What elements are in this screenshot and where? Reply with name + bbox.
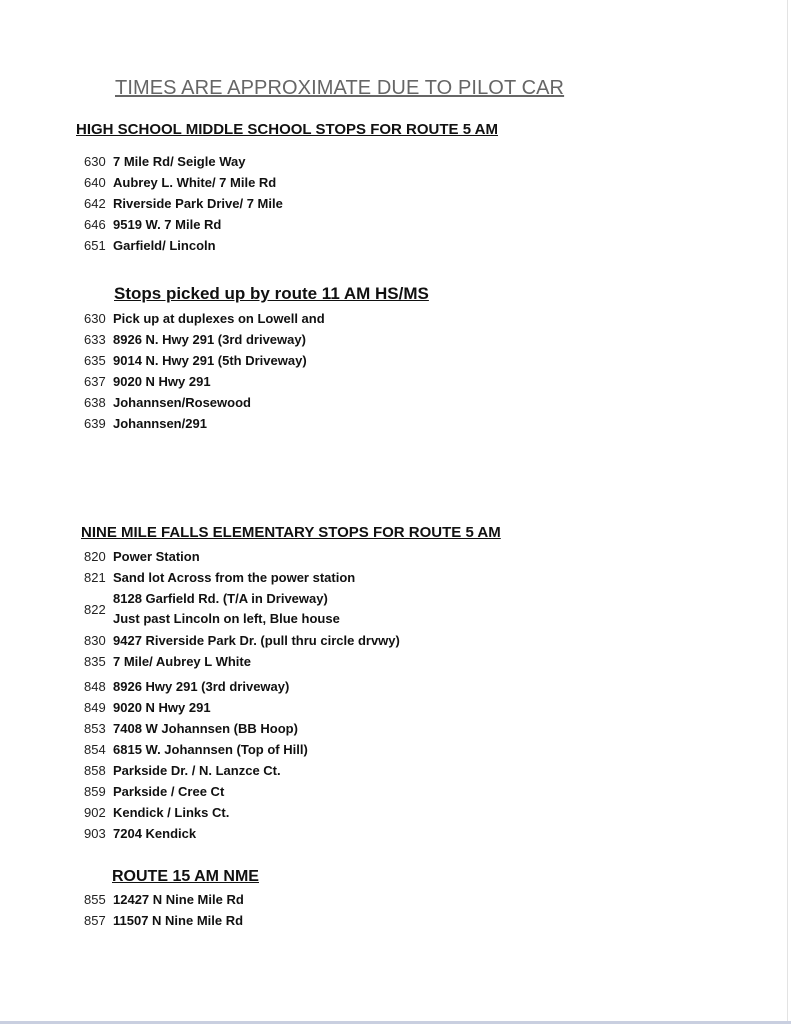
stop-time: 822 xyxy=(84,601,106,617)
stop-row xyxy=(84,151,283,172)
stop-row xyxy=(84,676,400,697)
stop-row xyxy=(84,235,283,256)
stop-location: Garfield/ Lincoln xyxy=(113,237,216,253)
stop-time: 857 xyxy=(84,913,106,928)
stop-location: 9014 N. Hwy 291 (5th Driveway) xyxy=(113,352,307,368)
stop-location: 7204 Kendick xyxy=(113,825,197,841)
stop-location-line-2: Just past Lincoln on left, Blue house xyxy=(113,611,340,626)
stop-location: 7 Mile/ Aubrey L White xyxy=(113,653,251,669)
stop-row xyxy=(84,329,325,350)
stop-time: 646 xyxy=(84,217,106,232)
stop-location: 11507 N Nine Mile Rd xyxy=(113,912,244,928)
stop-location: Aubrey L. White/ 7 Mile Rd xyxy=(113,174,277,190)
stop-time: 820 xyxy=(84,549,106,564)
stop-location: Pick up at duplexes on Lowell and xyxy=(113,310,325,326)
stop-location-line-1: 8128 Garfield Rd. (T/A in Driveway) xyxy=(113,591,328,606)
stop-time: 830 xyxy=(84,633,106,648)
stop-location: 8926 N. Hwy 291 (3rd driveway) xyxy=(113,331,306,347)
section-heading-route-11: Stops picked up by route 11 AM HS/MS xyxy=(114,284,429,303)
stop-row xyxy=(84,371,325,392)
stop-time: 853 xyxy=(84,721,106,736)
page-edge xyxy=(787,0,788,1024)
stop-location: Power Station xyxy=(113,548,200,564)
stop-row xyxy=(84,802,400,823)
stop-location: 9519 W. 7 Mile Rd xyxy=(113,216,222,232)
stop-row xyxy=(84,193,283,214)
stop-time: 855 xyxy=(84,892,106,907)
stop-time: 642 xyxy=(84,196,106,211)
stop-location: 9427 Riverside Park Dr. (pull thru circle drvwy) xyxy=(113,632,400,648)
stop-row xyxy=(84,889,244,910)
stop-location: 9020 N Hwy 291 xyxy=(113,699,211,715)
stop-location: Johannsen/Rosewood xyxy=(113,394,251,410)
pilot-car-notice: TIMES ARE APPROXIMATE DUE TO PILOT CAR xyxy=(115,77,565,99)
stop-row xyxy=(84,567,400,588)
stop-time: 854 xyxy=(84,742,106,757)
stop-time: 637 xyxy=(84,374,106,389)
stop-location: Johannsen/291 xyxy=(113,415,207,431)
stop-time: 849 xyxy=(84,700,106,715)
stop-row xyxy=(84,546,400,567)
stop-row xyxy=(84,630,400,651)
stop-row xyxy=(84,760,400,781)
stop-time: 859 xyxy=(84,784,106,799)
stop-row xyxy=(84,718,400,739)
stop-time: 821 xyxy=(84,570,106,585)
stop-time: 630 xyxy=(84,154,106,169)
stop-time: 633 xyxy=(84,332,106,347)
stop-list-hs-ms-route-5 xyxy=(84,151,283,256)
stop-time: 902 xyxy=(84,805,106,820)
stop-time: 848 xyxy=(84,679,106,694)
stop-location: 9020 N Hwy 291 xyxy=(113,373,211,389)
section-heading-route-15: ROUTE 15 AM NME xyxy=(112,868,259,885)
stop-time: 639 xyxy=(84,416,106,431)
stop-location: 6815 W. Johannsen (Top of Hill) xyxy=(113,741,308,757)
stop-location xyxy=(113,589,340,629)
stop-location: Riverside Park Drive/ 7 Mile xyxy=(113,195,283,211)
stop-list-route-15 xyxy=(84,889,244,931)
stop-time: 858 xyxy=(84,763,106,778)
stop-list-elementary-route-5 xyxy=(84,546,400,844)
stop-row xyxy=(84,739,400,760)
stop-location: Sand lot Across from the power station xyxy=(113,569,356,585)
stop-time: 835 xyxy=(84,654,106,669)
stop-location: 12427 N Nine Mile Rd xyxy=(113,891,244,907)
stop-location: 7408 W Johannsen (BB Hoop) xyxy=(113,720,298,736)
stop-list-route-11 xyxy=(84,308,325,434)
stop-time: 640 xyxy=(84,175,106,190)
stop-time: 903 xyxy=(84,826,106,841)
stop-row xyxy=(84,651,400,672)
stop-location: Parkside / Cree Ct xyxy=(113,783,225,799)
stop-time: 638 xyxy=(84,395,106,410)
stop-row xyxy=(84,910,244,931)
stop-row xyxy=(84,823,400,844)
stop-location: Kendick / Links Ct. xyxy=(113,804,230,820)
stop-row xyxy=(84,308,325,329)
stop-row xyxy=(84,172,283,193)
stop-location: Parkside Dr. / N. Lanzce Ct. xyxy=(113,762,281,778)
stop-time: 651 xyxy=(84,238,106,253)
stop-row xyxy=(84,413,325,434)
stop-row xyxy=(84,697,400,718)
stop-row xyxy=(84,350,325,371)
stop-row xyxy=(84,781,400,802)
stop-location: 8926 Hwy 291 (3rd driveway) xyxy=(113,678,290,694)
stop-row xyxy=(84,214,283,235)
section-heading-elementary-route-5: NINE MILE FALLS ELEMENTARY STOPS FOR ROUTE 5 AM xyxy=(81,524,501,541)
stop-location: 7 Mile Rd/ Seigle Way xyxy=(113,153,246,169)
stop-time: 630 xyxy=(84,311,106,326)
stop-row xyxy=(84,588,400,630)
section-heading-hs-ms-route-5: HIGH SCHOOL MIDDLE SCHOOL STOPS FOR ROUTE 5 AM xyxy=(76,121,498,138)
stop-time: 635 xyxy=(84,353,106,368)
stop-row xyxy=(84,392,325,413)
